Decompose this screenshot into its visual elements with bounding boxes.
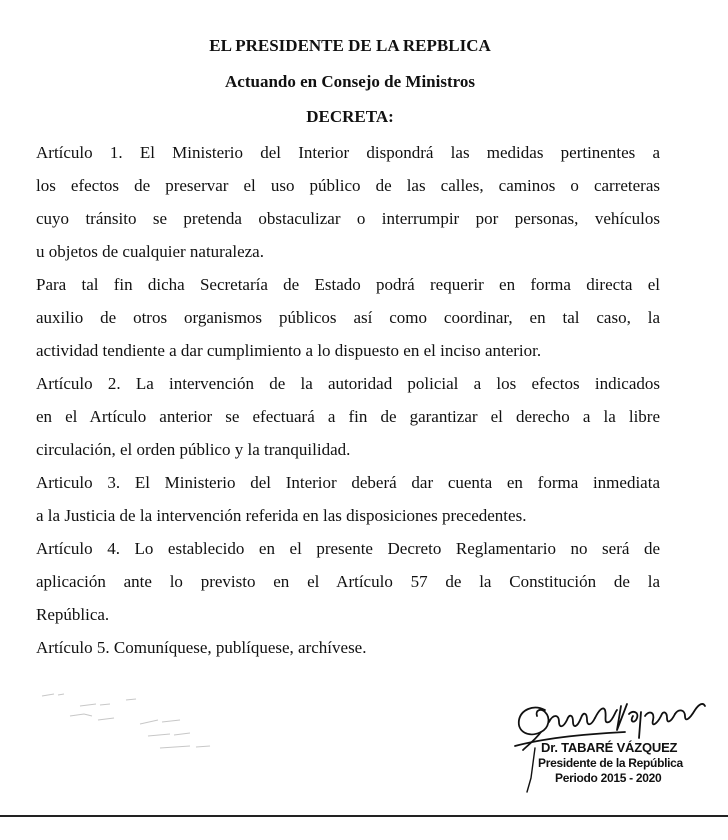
article-1-second-paragraph [36,268,660,367]
decree-heading-council: Actuando en Consejo de Ministros [225,72,475,91]
article-5-paragraph [36,631,660,664]
signatory-period: Periodo 2015 - 2020 [555,771,662,785]
article-1-paragraph [36,136,660,268]
article-2-line-2: en el Artículo anterior se efectuará a fin de garantizar el derecho a la libre [36,407,660,426]
signatory-name: Dr. TABARÉ VÁZQUEZ [541,740,678,755]
article-5-line-1: Artículo 5. Comuníquese, publíquese, archívese. [36,638,367,657]
article-2-line-1: Artículo 2. La intervención de la autoridad policial a los efectos indicados [36,374,660,393]
article-4-line-1: Artículo 4. Lo establecido en el presente Decreto Reglamentario no será de [36,539,660,558]
article-3-line-1: Articulo 3. El Ministerio del Interior deberá dar cuenta en forma inmediata [36,473,660,492]
bottom-divider [0,815,728,817]
article-3-line-2: a la Justicia de la intervención referida en las disposiciones precedentes. [36,506,527,525]
article-2-line-3: circulación, el orden público y la tranquilidad. [36,440,351,459]
decree-heading-president: EL PRESIDENTE DE LA REPBLICA [209,36,491,55]
signatory-title: Presidente de la República [538,756,683,770]
article-1-line-3: cuyo tránsito se pretenda obstaculizar o interrumpir por personas, vehículos [36,209,660,228]
signature-block [505,688,720,798]
paragraph-2-line-1: Para tal fin dicha Secretaría de Estado podrá requerir en forma directa el [36,275,660,294]
faint-seal-mark [40,690,220,770]
article-3-paragraph [36,466,660,532]
article-4-line-2: aplicación ante lo previsto en el Artículo 57 de la Constitución de la [36,572,660,591]
article-1-line-1: Artículo 1. El Ministerio del Interior dispondrá las medidas pertinentes a [36,143,660,162]
paragraph-2-line-2: auxilio de otros organismos públicos así como coordinar, en tal caso, la [36,308,660,327]
decree-heading-decreta: DECRETA: [306,107,394,126]
paragraph-2-line-3: actividad tendiente a dar cumplimiento a lo dispuesto en el inciso anterior. [36,341,542,360]
article-2-paragraph [36,367,660,466]
article-1-line-4: u objetos de cualquier naturaleza. [36,242,264,261]
article-1-line-2: los efectos de preservar el uso público de las calles, caminos o carreteras [36,176,660,195]
article-4-line-3: República. [36,605,110,624]
article-4-paragraph [36,532,660,631]
